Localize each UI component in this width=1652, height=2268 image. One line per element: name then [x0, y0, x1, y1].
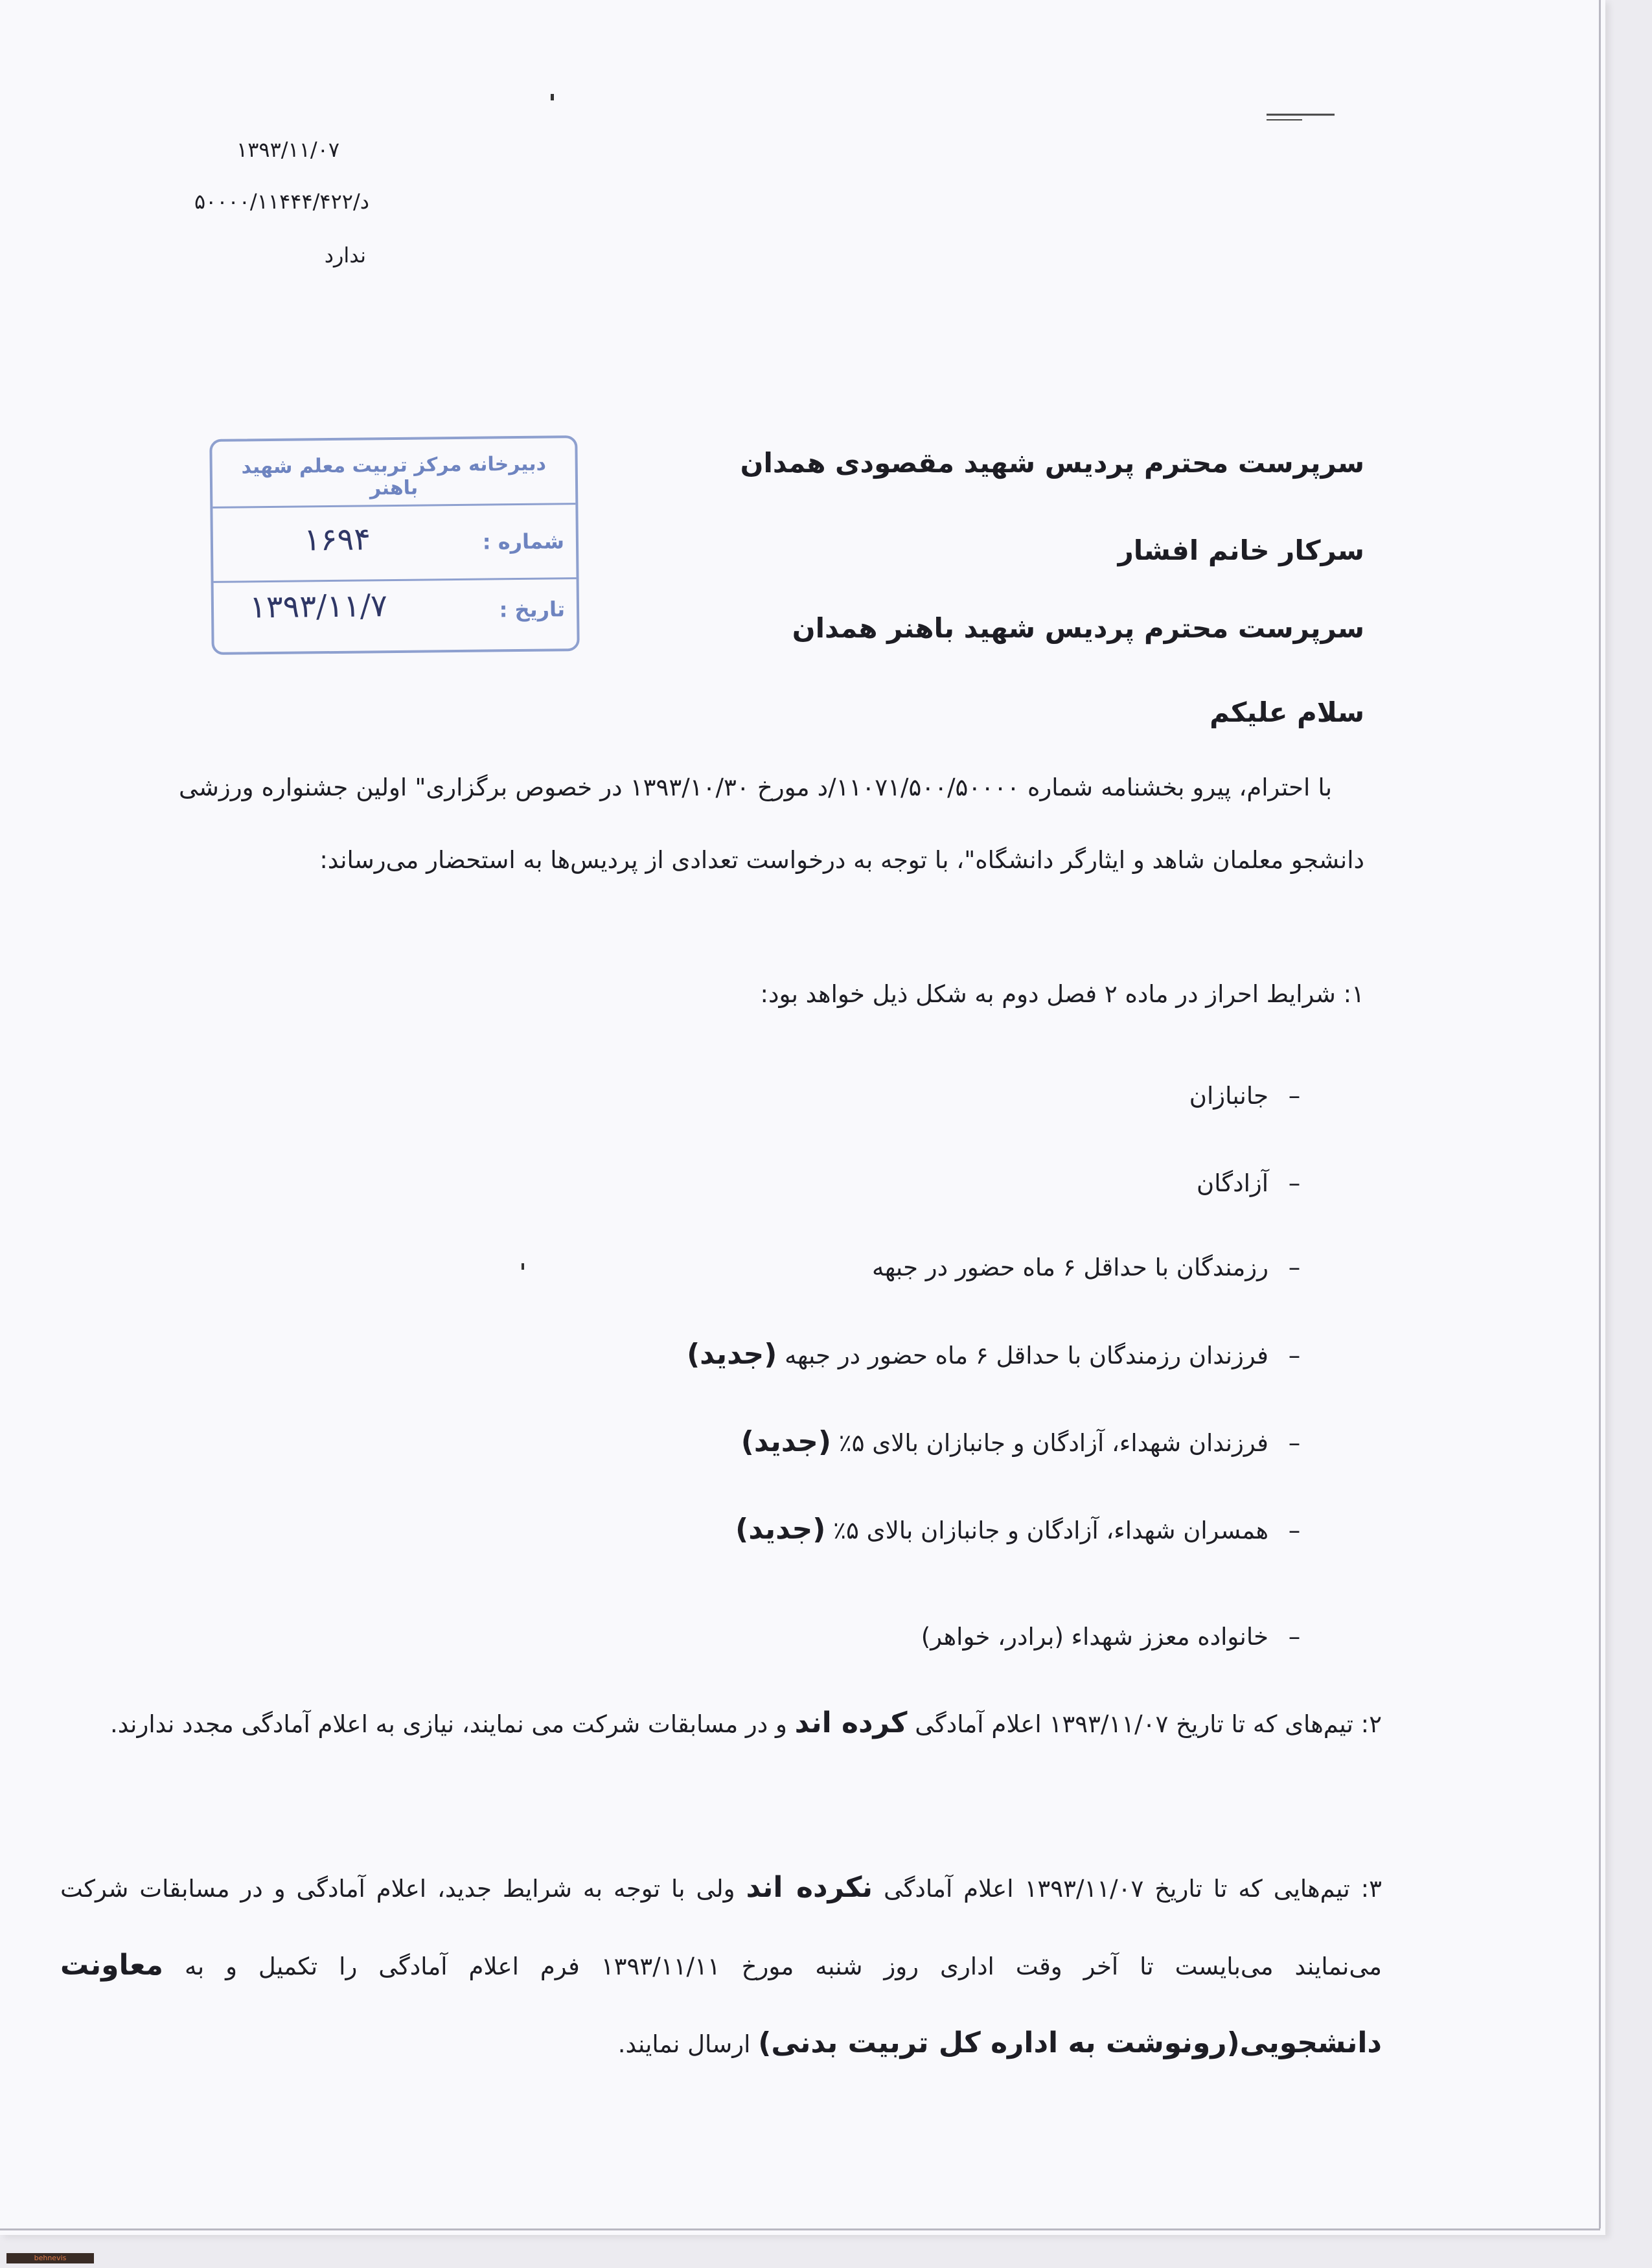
intro-paragraph: با احترام، پیرو بخشنامه شماره ۱۱۰۷۱/۵۰۰/۵۰۰۰۰/د مورخ ۱۳۹۳/۱۰/۳۰ در خصوص برگزاری" اولین جشنواره ورزشی دانشجو معلمان شاهد و ایثارگر دانشگاه"، با توجه به درخواست تعدادی از پردیس‌ها به استحضار می‌رساند:	[179, 773, 1364, 874]
list-item-body: فرزندان رزمندگان با حداقل ۶ ماه حضور در جبهه	[785, 1342, 1268, 1369]
clause-2	[60, 1684, 1382, 1763]
list-dash: –	[1288, 1254, 1301, 1281]
list-item-text: خانواده معزز شهداء (برادر، خواهر)	[921, 1623, 1268, 1651]
list-dash: –	[1288, 1169, 1301, 1197]
list-dash: –	[1288, 1082, 1301, 1110]
clause-3-emphasis: نکرده اند	[746, 1871, 873, 1904]
page-bottom-edge	[0, 2228, 1600, 2230]
letter-number: د/۵۰۰۰۰/۱۱۴۴۴/۴۲۲	[194, 189, 369, 214]
watermark-logo: behnevis	[6, 2253, 94, 2263]
list-item	[543, 1623, 1320, 1651]
letter-date: ۱۳۹۳/۱۱/۰۷	[236, 137, 340, 162]
list-item-body: فرزندان شهداء، آزادگان و جانبازان بالای ۵٪	[838, 1429, 1268, 1457]
stamp-date-value: ۱۳۹۳/۱۱/۷	[249, 588, 388, 626]
list-dash: –	[1288, 1342, 1301, 1369]
scan-speck	[551, 94, 554, 100]
new-tag: (جدید)	[687, 1338, 777, 1371]
greeting: سلام علیکم	[1210, 696, 1364, 728]
stamp-number-label: شماره :	[482, 529, 565, 555]
list-item	[543, 1254, 1320, 1281]
list-item	[543, 1338, 1320, 1371]
list-dash: –	[1288, 1623, 1301, 1651]
clause-1-heading: ۱: شرایط احراز در ماده ۲ فصل دوم به شکل ذیل خواهد بود:	[760, 980, 1364, 1008]
clause-3-text-middle: ولی با توجه به شرایط جدید، اعلام آمادگی و در مسابقات شرکت می‌نمایند می‌بایست تا آخر وقت اداری روز شنبه مورخ ۱۳۹۳/۱۱/۱۱ فرم اعلام آمادگی را تکمیل و به	[60, 1875, 1382, 1980]
recipient-2: سرکار خانم افشار	[1118, 534, 1364, 566]
list-item-text: رزمندگان با حداقل ۶ ماه حضور در جبهه	[872, 1254, 1268, 1281]
list-dash: –	[1288, 1517, 1301, 1544]
corner-mark	[1263, 107, 1341, 126]
recipient-1: سرپرست محترم پردیس شهید مقصودی همدان	[740, 447, 1364, 479]
list-item	[543, 1425, 1320, 1458]
list-item-text	[687, 1338, 1268, 1371]
new-tag: (جدید)	[740, 1425, 831, 1458]
stamp-org: دبیرخانه مرکز تربیت معلم شهید باهنر	[241, 452, 547, 500]
list-item-text: جانبازان	[1189, 1082, 1268, 1110]
recipient-3: سرپرست محترم پردیس شهید باهنر همدان	[792, 612, 1364, 644]
list-item	[543, 1169, 1320, 1197]
list-item	[543, 1513, 1320, 1546]
stamp-divider	[214, 577, 577, 583]
stamp-number-value: ۱۶۹۴	[303, 521, 371, 558]
page-edge-line	[1599, 0, 1601, 2228]
clause-3-text-end: ارسال نمایند.	[617, 2030, 751, 2058]
list-item	[543, 1082, 1320, 1110]
stamp-date-label: تاریخ :	[499, 597, 566, 623]
stamp-divider	[212, 503, 575, 509]
clause-3-text: ۳: تیم‌هایی که تا تاریخ ۱۳۹۳/۱۱/۰۷ اعلام آمادگی	[883, 1875, 1382, 1903]
list-item-text	[741, 1425, 1268, 1458]
list-item-text	[735, 1513, 1268, 1546]
clause-2-emphasis: کرده اند	[794, 1706, 908, 1739]
clause-2-text-end: و در مسابقات شرکت می نمایند، نیازی به اعلام آمادگی مجدد ندارند.	[109, 1710, 787, 1738]
clause-2-text: ۲: تیم‌های که تا تاریخ ۱۳۹۳/۱۱/۰۷ اعلام آمادگی	[915, 1710, 1382, 1738]
list-dash: –	[1288, 1429, 1301, 1457]
scan-speck	[522, 1263, 524, 1270]
new-tag: (جدید)	[735, 1513, 826, 1546]
clause-3-recipient: معاونت دانشجویی(رونوشت به اداره کل تربیت بدنی)	[60, 1949, 1382, 2059]
clause-3	[60, 1850, 1382, 2083]
list-item-body: همسران شهداء، آزادگان و جانبازان بالای ۵٪	[833, 1517, 1268, 1544]
list-item-text: آزادگان	[1197, 1169, 1268, 1197]
attachment-status: ندارد	[324, 243, 366, 268]
